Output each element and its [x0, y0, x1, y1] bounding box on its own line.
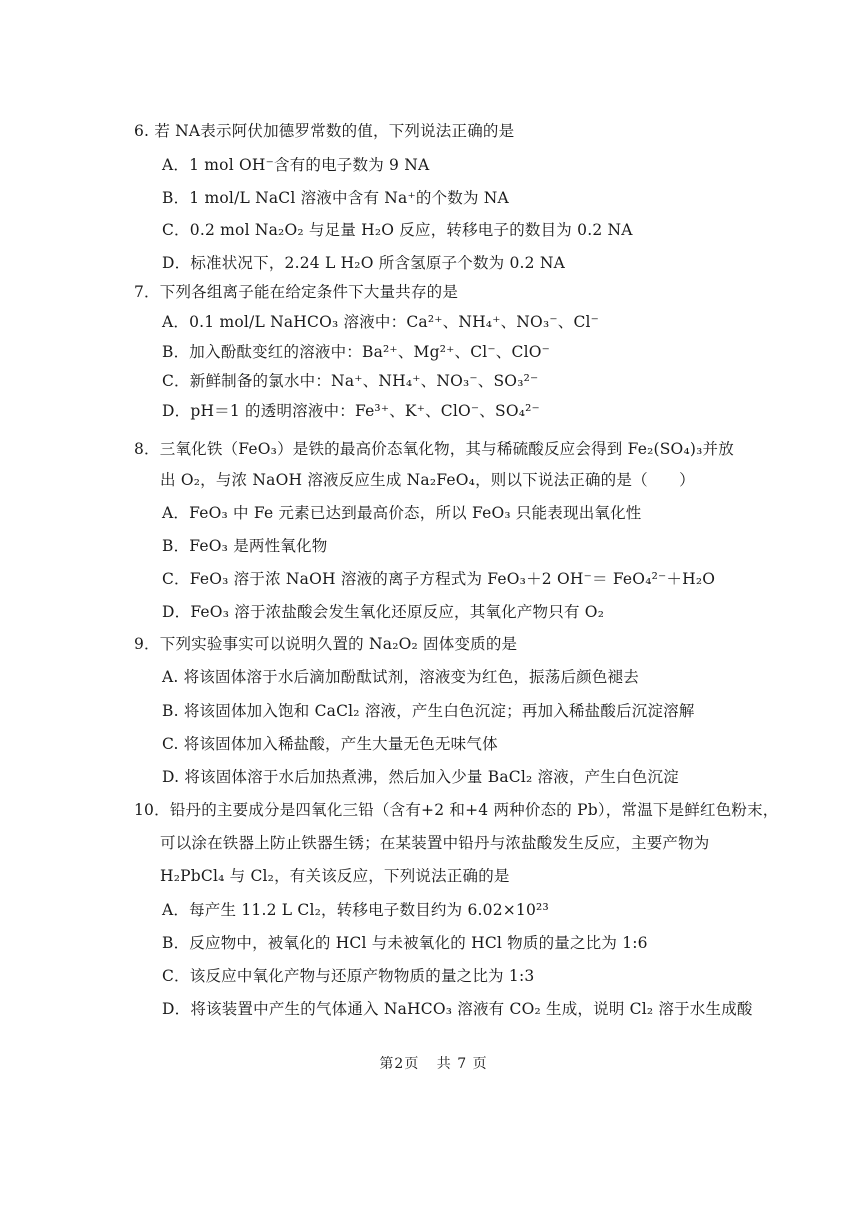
question-10-option-a: A．每产生 11.2 L Cl₂，转移电子数目约为 6.02×10²³ [162, 901, 549, 919]
question-7-option-d: D．pH＝1 的透明溶液中：Fe³⁺、K⁺、ClO⁻、SO₄²⁻ [162, 402, 540, 420]
page-number: 第2页 [379, 1056, 420, 1072]
page-footer [0, 1053, 867, 1073]
question-9-option-a: A. 将该固体溶于水后滴加酚酞试剂，溶液变为红色，振荡后颜色褪去 [162, 668, 639, 686]
question-9-option-b: B. 将该固体加入饱和 CaCl₂ 溶液，产生白色沉淀；再加入稀盐酸后沉淀溶解 [162, 702, 695, 720]
question-6-option-b: B．1 mol/L NaCl 溶液中含有 Na⁺的个数为 NA [162, 189, 509, 207]
question-9-stem: 9．下列实验事实可以说明久置的 Na₂O₂ 固体变质的是 [134, 635, 518, 653]
page-total: 共 7 页 [436, 1056, 488, 1072]
question-7-stem: 7．下列各组离子能在给定条件下大量共存的是 [134, 283, 459, 301]
question-10-stem-line-3: H₂PbCl₄ 与 Cl₂，有关该反应，下列说法正确的是 [160, 867, 510, 885]
question-10-stem-line-1: 10．铅丹的主要成分是四氧化三铅（含有+2 和+4 两种价态的 Pb），常温下是鲜红色粉末， [134, 801, 779, 819]
question-8-stem-line-2: 出 O₂，与浓 NaOH 溶液反应生成 Na₂FeO₄，则以下说法正确的是（ ） [160, 471, 695, 489]
question-10-stem-line-2: 可以涂在铁器上防止铁器生锈；在某装置中铅丹与浓盐酸发生反应，主要产物为 [160, 834, 710, 852]
question-10-option-d: D．将该装置中产生的气体通入 NaHCO₃ 溶液有 CO₂ 生成，说明 Cl₂ 溶于水生成酸 [162, 1000, 753, 1018]
question-6-option-a: A．1 mol OH⁻含有的电子数为 9 NA [162, 156, 430, 174]
question-6-option-d: D．标准状况下，2.24 L H₂O 所含氢原子个数为 0.2 NA [162, 254, 566, 272]
question-9-option-c: C. 将该固体加入稀盐酸，产生大量无色无味气体 [162, 735, 498, 753]
question-7-option-b: B．加入酚酞变红的溶液中：Ba²⁺、Mg²⁺、Cl⁻、ClO⁻ [162, 343, 551, 361]
question-8-option-d: D．FeO₃ 溶于浓盐酸会发生氧化还原反应，其氧化产物只有 O₂ [162, 603, 605, 621]
question-8-option-c: C．FeO₃ 溶于浓 NaOH 溶液的离子方程式为 FeO₃＋2 OH⁻＝ FeO₄²⁻＋H₂O [162, 570, 716, 588]
question-6-stem: 6. 若 NA表示阿伏加德罗常数的值，下列说法正确的是 [134, 122, 515, 140]
question-10-option-b: B．反应物中，被氧化的 HCl 与未被氧化的 HCl 物质的量之比为 1:6 [162, 934, 648, 952]
question-8-option-b: B．FeO₃ 是两性氧化物 [162, 537, 328, 555]
question-7-option-c: C．新鲜制备的氯水中：Na⁺、NH₄⁺、NO₃⁻、SO₃²⁻ [162, 372, 539, 390]
question-8-option-a: A．FeO₃ 中 Fe 元素已达到最高价态，所以 FeO₃ 只能表现出氧化性 [162, 504, 642, 522]
question-7-option-a: A．0.1 mol/L NaHCO₃ 溶液中：Ca²⁺、NH₄⁺、NO₃⁻、Cl⁻ [162, 313, 600, 331]
question-10-option-c: C．该反应中氧化产物与还原产物物质的量之比为 1:3 [162, 967, 535, 985]
question-6-option-c: C．0.2 mol Na₂O₂ 与足量 H₂O 反应，转移电子的数目为 0.2 NA [162, 221, 633, 239]
question-8-stem-line-1: 8．三氧化铁（FeO₃）是铁的最高价态氧化物，其与稀硫酸反应会得到 Fe₂(SO₄)₃并放 [134, 440, 734, 458]
question-9-option-d: D. 将该固体溶于水后加热煮沸，然后加入少量 BaCl₂ 溶液，产生白色沉淀 [162, 768, 679, 786]
